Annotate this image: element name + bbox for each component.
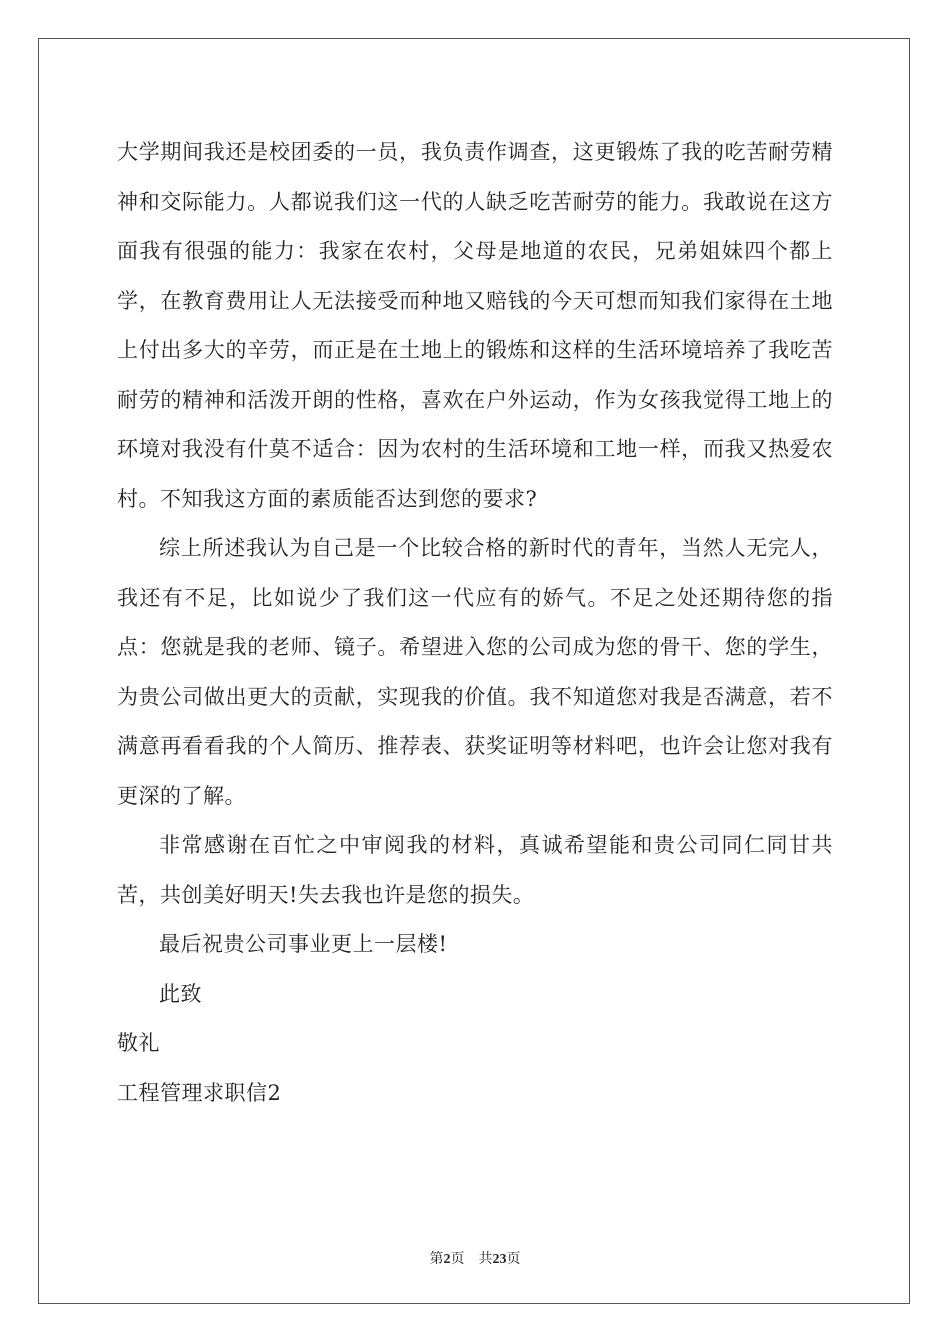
page-number: 2 [443, 1252, 451, 1267]
total-pages: 23 [492, 1252, 507, 1267]
closing-regards: 敬礼 [117, 1031, 160, 1055]
paragraph-self-description: 大学期间我还是校团委的一员，我负责作调查，这更锻炼了我的吃苦耐劳精神和交际能力。人都说我们这一代的人缺乏吃苦耐劳的能力。我敢说在这方面我有很强的能力：我家在农村，父母是地道的农民，兄弟姐妹四个都上学，在教育费用让人无法接受而种地又赔钱的今天可想而知我们家得在土地上付出多大的辛劳，而正是在土地上的锻炼和这样的生活环境培养了我吃苦耐劳的精神和活泼开朗的性格，喜欢在户外运动，作为女孩我觉得工地上的环境对我没有什莫不适合：因为农村的生活环境和工地一样，而我又热爱农村。不知我这方面的素质能否达到您的要求? [117, 140, 833, 511]
paragraph-summary: 综上所述我认为自己是一个比较合格的新时代的青年，当然人无完人，我还有不足，比如说少了我们这一代应有的娇气。不足之处还期待您的指点：您就是我的老师、镜子。希望进入您的公司成为您的骨干、您的学生，为贵公司做出更大的贡献，实现我的价值。我不知道您对我是否满意，若不满意再看看我的个人简历、推荐表、获奖证明等材料吧，也许会让您对我有更深的了解。 [117, 536, 833, 808]
document-body [117, 128, 833, 1118]
page-footer [0, 1248, 950, 1268]
section-heading: 工程管理求职信2 [117, 1080, 282, 1105]
closing-salutation: 此致 [159, 981, 202, 1006]
total-suffix: 页 [506, 1252, 521, 1267]
page-suffix: 页 [450, 1252, 465, 1267]
page-prefix: 第 [429, 1252, 444, 1267]
paragraph-wishes: 最后祝贵公司事业更上一层楼! [159, 932, 448, 956]
paragraph-thanks: 非常感谢在百忙之中审阅我的材料，真诚希望能和贵公司同仁同甘共苦，共创美好明天!失去我也许是您的损失。 [117, 833, 833, 907]
total-prefix: 共 [478, 1252, 493, 1267]
